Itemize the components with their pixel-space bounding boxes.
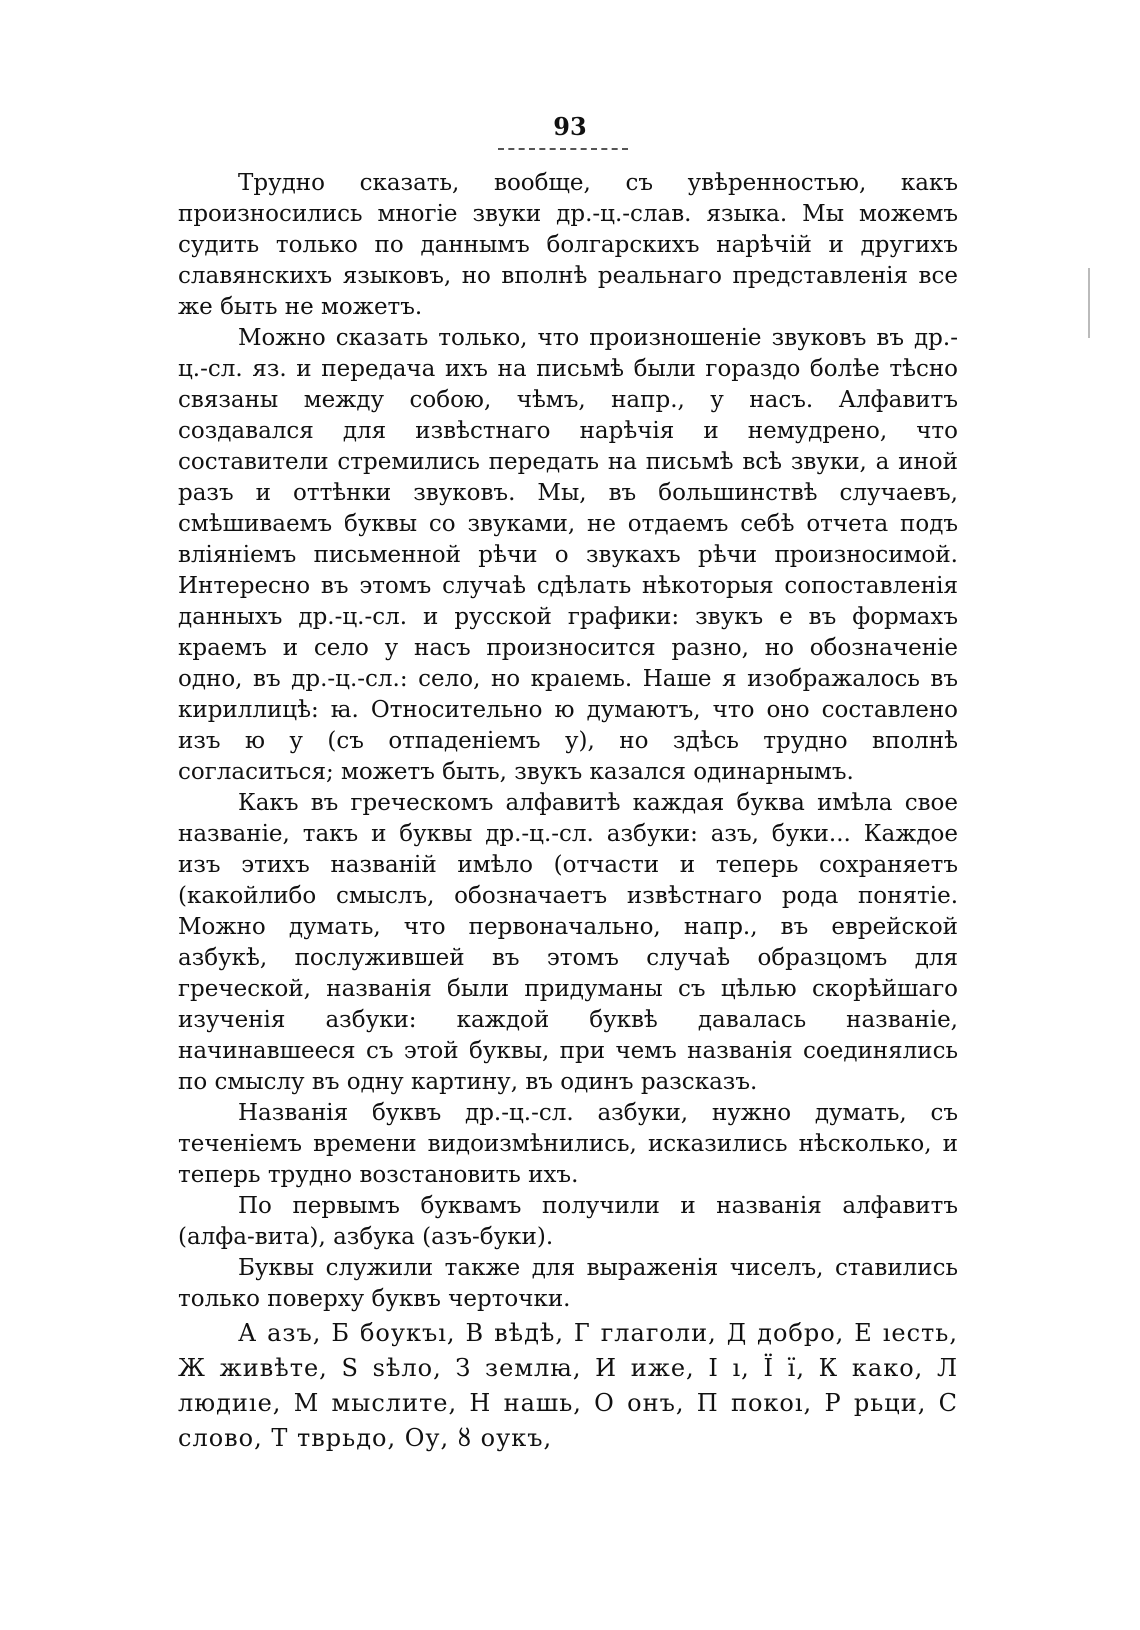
paragraph-5: По первымъ буквамъ получили и названія алфавитъ (алфа-вита), азбука (азъ-буки).: [178, 1193, 958, 1250]
scan-edge-mark: [1088, 268, 1090, 338]
header-divider: [498, 148, 628, 150]
paragraph-2: Можно сказать только, что произношеніе звуковъ въ др.-ц.-сл. яз. и передача ихъ на письмѣ были гораздо болѣе тѣсно связаны между собою, чѣмъ, напр., у насъ. Алфавитъ создавался для извѣстнаго нарѣчія и немудрено, что составители стремились передать на письмѣ всѣ звуки, а иной разъ и оттѣнки звуковъ. Мы, въ большинствѣ случаевъ, смѣшиваемъ буквы со звуками, не отдаемъ себѣ отчета подъ вліяніемъ письменной рѣчи о звукахъ рѣчи произносимой. Интересно въ этомъ случаѣ сдѣлать нѣкоторыя сопоставленія данныхъ др.-ц.-сл. и русской графики: звукъ е въ формахъ краемъ и село у насъ произносится разно, но обозначеніе одно, въ др.-ц.-сл.: село, но краıемь. Наше я изображалось въ кириллицѣ: ꙗ. Относительно ю думаютъ, что оно составлено изъ ю у (съ отпаденіемъ у), но здѣсь трудно вполнѣ согласиться; можетъ быть, звукъ казался одинарнымъ.: [178, 325, 958, 785]
paragraph-1: Трудно сказать, вообще, съ увѣренностью, какъ произносились многіе звуки др.-ц.-слав. языка. Мы можемъ судить только по даннымъ болгарскихъ нарѣчій и другихъ славянскихъ языковъ, но вполнѣ реальнаго представленія все же быть не можетъ.: [178, 170, 958, 320]
body-text: [178, 168, 958, 1315]
page-number: 93: [553, 112, 587, 141]
alphabet-paragraph: А азъ, Б боукъı, В вѣдѣ, Г глаголи, Д добро, Е ıесть, Ж живѣте, Ѕ ѕѣло, З землꙗ, И иже, І ı, Ї ї, К како, Л людиıе, М мыслите, Н нашь, О онъ, П покоı, Р рьци, С слово, Т тврьдо, Оу, ȣ оукъ,: [178, 1319, 959, 1452]
paragraph-6: Буквы служили также для выраженія чиселъ, ставились только поверху буквъ черточки.: [178, 1255, 958, 1312]
alphabet-list: [178, 1316, 958, 1456]
paragraph-4: Названія буквъ др.-ц.-сл. азбуки, нужно думать, съ теченіемъ времени видоизмѣнились, исказились нѣсколько, и теперь трудно возстановить ихъ.: [178, 1100, 958, 1188]
paragraph-3: Какъ въ греческомъ алфавитѣ каждая буква имѣла свое названіе, такъ и буквы др.-ц.-сл. азбуки: азъ, буки... Каждое изъ этихъ названій имѣло (отчасти и теперь сохраняетъ (какойлибо смыслъ, обозначаетъ извѣстнаго рода понятіе. Можно думать, что первоначально, напр., въ еврейской азбукѣ, послужившей въ этомъ случаѣ образцомъ для греческой, названія были придуманы съ цѣлью скорѣйшаго изученія азбуки: каждой буквѣ давалась названіе, начинавшееся съ этой буквы, при чемъ названія соединялись по смыслу въ одну картину, въ одинъ разсказъ.: [178, 790, 958, 1095]
